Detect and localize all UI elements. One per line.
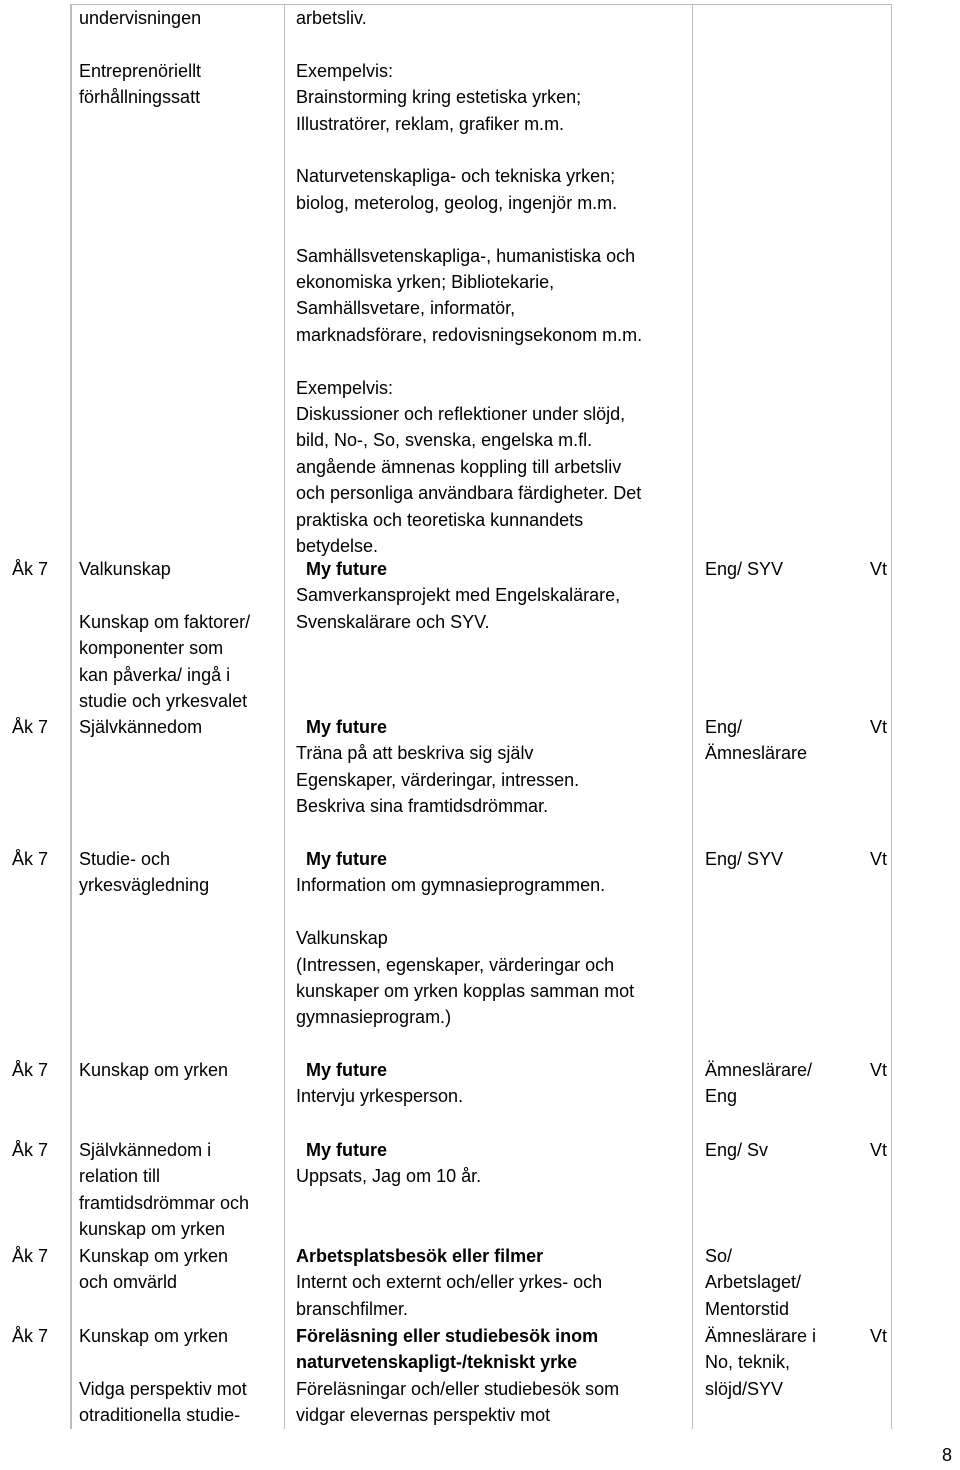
term-cell: Vt — [870, 559, 888, 579]
content-text-line: Föreläsningar och/eller studiebesök som — [296, 1378, 620, 1399]
responsible-text — [705, 846, 783, 872]
content-text-line: branschfilmer. — [296, 1298, 409, 1319]
content-heading: My future — [306, 1140, 387, 1160]
area-text-line: kan påverka/ ingå i — [79, 664, 231, 685]
responsible-text-line: Eng/ SYV — [705, 849, 784, 869]
area-text — [79, 1243, 228, 1296]
content-text — [296, 1083, 463, 1109]
area-text-line: yrkesvägledning — [79, 875, 210, 896]
area-text — [79, 556, 250, 714]
area-text-line: framtidsdrömmar och — [79, 1192, 250, 1213]
content-text-line: gymnasieprogram.) — [296, 1007, 452, 1028]
area-text — [79, 1323, 247, 1429]
content-text-line: Träna på att beskriva sig själv — [296, 743, 534, 764]
area-text — [79, 846, 209, 899]
content-text-line: Samhällsvetenskapliga-, humanistiska och — [296, 245, 636, 266]
responsible-text — [705, 556, 783, 582]
content-text-line: Samhällsvetare, informatör, — [296, 298, 516, 319]
content-text-line: Valkunskap — [296, 928, 388, 949]
area-text — [79, 1137, 249, 1243]
area-text-line: Självkännedom i — [79, 1140, 212, 1160]
content-text-line — [296, 348, 642, 374]
content-text-line: angående ämnenas koppling till arbetsliv — [296, 456, 622, 477]
year-cell: Åk 7 — [12, 1060, 49, 1080]
table-rule — [284, 5, 285, 1429]
area-text-line: relation till — [79, 1166, 161, 1187]
area-text-line: Kunskap om faktorer/ — [79, 611, 251, 632]
content-text — [296, 1269, 602, 1322]
content-text — [296, 872, 634, 1030]
content-heading: Föreläsning eller studiebesök inom naturvetenskapligt-/tekniskt yrke — [296, 1326, 599, 1373]
area-text-line: förhållningssatt — [79, 87, 201, 108]
area-text-line: Kunskap om yrken — [79, 1246, 229, 1266]
content-text-line — [296, 31, 642, 57]
content-text-line: ekonomiska yrken; Bibliotekarie, — [296, 272, 555, 293]
responsible-text — [705, 714, 807, 767]
area-text-line — [79, 582, 250, 608]
responsible-text-line: Ämneslärare — [705, 743, 808, 764]
responsible-text-line: So/ — [705, 1246, 733, 1266]
content-text-line: marknadsförare, redovisningsekonom m.m. — [296, 324, 643, 345]
area-text-line: Kunskap om yrken — [79, 1326, 229, 1346]
content-text-line: Egenskaper, värderingar, intressen. — [296, 769, 580, 790]
content-text-line: Samverkansprojekt med Engelskalärare, — [296, 585, 621, 606]
area-text-line: kunskap om yrken — [79, 1219, 226, 1240]
responsible-text-line: Eng/ — [705, 717, 743, 737]
content-text-line — [296, 899, 634, 925]
responsible-text — [705, 1137, 768, 1163]
responsible-text-line: Eng — [705, 1086, 738, 1107]
area-text-line: undervisningen — [79, 8, 202, 28]
year-cell: Åk 7 — [12, 717, 49, 737]
responsible-text — [705, 1323, 816, 1402]
content-text-line: och personliga användbara färdigheter. Det — [296, 483, 642, 504]
content-text-line: Beskriva sina framtidsdrömmar. — [296, 796, 549, 817]
term-cell: Vt — [870, 1326, 888, 1346]
area-text-line: Vidga perspektiv mot — [79, 1378, 247, 1399]
content-text-line: (Intressen, egenskaper, värderingar och — [296, 954, 615, 975]
area-text-line: otraditionella studie- — [79, 1405, 241, 1426]
content-text — [296, 1163, 481, 1189]
content-heading: My future — [306, 1060, 387, 1080]
content-heading: My future — [306, 559, 387, 579]
table-rule — [692, 5, 693, 1429]
year-cell: Åk 7 — [12, 559, 49, 579]
area-text — [79, 714, 202, 740]
area-text-line: Entreprenöriellt — [79, 60, 202, 81]
responsible-text-line: Arbetslaget/ — [705, 1272, 802, 1293]
responsible-text-line: Ämneslärare/ — [705, 1060, 813, 1080]
responsible-text-line: Eng/ SYV — [705, 559, 784, 579]
content-text-line: Diskussioner och reflektioner under slöjd, — [296, 404, 626, 425]
year-cell: Åk 7 — [12, 1326, 49, 1346]
content-text-line: Brainstorming kring estetiska yrken; — [296, 87, 582, 108]
term-cell: Vt — [870, 1140, 888, 1160]
table-rule — [71, 5, 72, 1429]
content-text-line: arbetsliv. — [296, 8, 367, 28]
term-cell: Vt — [870, 849, 888, 869]
content-text-line — [296, 216, 642, 242]
area-text-line: Självkännedom — [79, 717, 203, 737]
term-cell: Vt — [870, 717, 888, 737]
content-text-line: kunskaper om yrken kopplas samman mot — [296, 981, 635, 1001]
area-text-line — [79, 1349, 247, 1375]
year-cell: Åk 7 — [12, 1140, 49, 1160]
responsible-text — [705, 1057, 812, 1110]
area-text-line — [79, 31, 201, 57]
page-number: 8 — [942, 1445, 953, 1465]
area-text-line: Studie- och — [79, 849, 171, 869]
content-text-line: Svenskalärare och SYV. — [296, 611, 490, 632]
year-cell: Åk 7 — [12, 849, 49, 869]
content-text-line: Illustratörer, reklam, grafiker m.m. — [296, 113, 565, 134]
content-text-line: betydelse. — [296, 536, 379, 557]
content-heading: Arbetsplatsbesök eller filmer — [296, 1246, 544, 1266]
content-heading: My future — [306, 849, 387, 869]
content-text-line: Exempelvis: — [296, 60, 394, 81]
responsible-text-line: Eng/ Sv — [705, 1140, 769, 1160]
responsible-text-line: Mentorstid — [705, 1298, 790, 1319]
content-text — [296, 1376, 619, 1429]
area-text-line: Valkunskap — [79, 559, 171, 579]
content-text-line: biolog, meterolog, geolog, ingenjör m.m. — [296, 192, 618, 213]
content-text — [296, 5, 642, 559]
responsible-text-line: Ämneslärare i — [705, 1326, 817, 1346]
content-text-line: Intervju yrkesperson. — [296, 1086, 464, 1107]
content-text — [296, 582, 620, 635]
year-cell: Åk 7 — [12, 1246, 49, 1266]
content-text-line: bild, No-, So, svenska, engelska m.fl. — [296, 430, 593, 451]
area-text-line: och omvärld — [79, 1272, 178, 1293]
content-text — [296, 740, 579, 819]
area-text — [79, 1057, 228, 1083]
content-text-line: Naturvetenskapliga- och tekniska yrken; — [296, 166, 616, 187]
term-cell: Vt — [870, 1060, 888, 1080]
area-text — [79, 5, 201, 111]
content-text-line: Exempelvis: — [296, 377, 394, 398]
area-text-line: komponenter som — [79, 638, 224, 659]
content-text-line: praktiska och teoretiska kunnandets — [296, 509, 584, 530]
content-text-line: Uppsats, Jag om 10 år. — [296, 1166, 482, 1187]
content-heading: My future — [306, 717, 387, 737]
area-text-line: Kunskap om yrken — [79, 1060, 229, 1080]
content-text-line: vidgar elevernas perspektiv mot — [296, 1405, 551, 1426]
area-text-line: studie och yrkesvalet — [79, 691, 248, 712]
responsible-text — [705, 1243, 801, 1322]
content-text-line: Internt och externt och/eller yrkes- och — [296, 1272, 603, 1293]
responsible-text-line: slöjd/SYV — [705, 1378, 784, 1399]
responsible-text-line: No, teknik, — [705, 1352, 791, 1373]
content-text-line: Information om gymnasieprogrammen. — [296, 875, 606, 896]
content-text-line — [296, 137, 642, 163]
